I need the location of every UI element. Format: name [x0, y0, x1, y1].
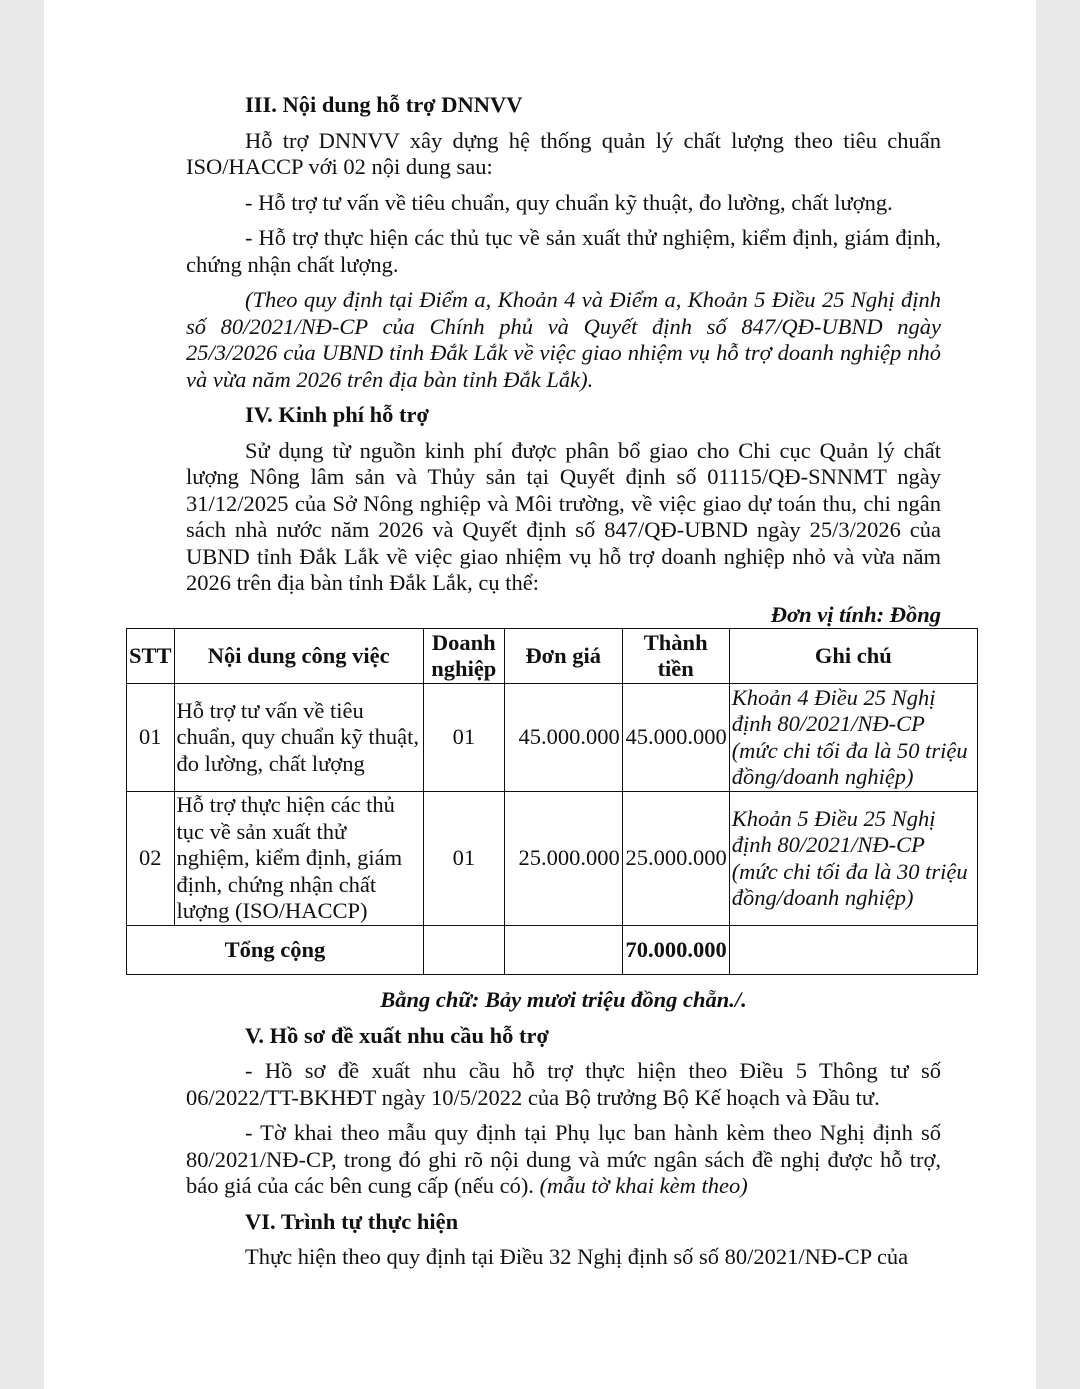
header-note: Ghi chú — [729, 629, 977, 684]
row-stt: 02 — [127, 792, 175, 926]
row-note: Khoản 5 Điều 25 Nghị định 80/2021/NĐ-CP (mức chi tối đa là 30 triệu đồng/doanh nghiệp) — [729, 792, 977, 926]
amount-in-words: Bằng chữ: Bảy mươi triệu đồng chẵn./. — [380, 987, 747, 1012]
header-unit-price: Đơn giá — [504, 629, 622, 684]
row-enterprise: 01 — [423, 792, 504, 926]
row-note: Khoản 4 Điều 25 Nghị định 80/2021/NĐ-CP (mức chi tối đa là 50 triệu đồng/doanh nghiệp) — [729, 684, 977, 792]
section-6-heading: VI. Trình tự thực hiện — [245, 1208, 459, 1234]
row-content: Hỗ trợ tư vấn về tiêu chuẩn, quy chuẩn kỹ thuật, đo lường, chất lượng — [174, 684, 423, 792]
budget-table-wrapper — [126, 628, 978, 975]
section-5-item-2 — [186, 1120, 941, 1200]
section-6-body: Thực hiện theo quy định tại Điều 32 Nghị định số số 80/2021/NĐ-CP của — [245, 1244, 909, 1269]
total-label: Tổng cộng — [127, 926, 424, 975]
header-enterprise: Doanh nghiệp — [423, 629, 504, 684]
row-unit-price: 25.000.000 — [504, 792, 622, 926]
currency-unit: Đơn vị tính: Đồng — [770, 601, 941, 627]
section-4-heading: IV. Kinh phí hỗ trợ — [245, 402, 429, 427]
row-stt: 01 — [127, 684, 175, 792]
section-3-heading: III. Nội dung hỗ trợ DNNVV — [245, 92, 523, 117]
document-body — [129, 78, 968, 1271]
section-5-item-2-text: - Tờ khai theo mẫu quy định tại Phụ lục ban hành kèm theo Nghị định số 80/2021/NĐ-CP, trong đó ghi rõ nội dung và mức ngân sách đề nghị được hỗ trợ, báo giá của các bên cung cấp (nếu có). — [186, 1120, 941, 1198]
header-stt: STT — [127, 629, 175, 684]
table-total-row — [127, 926, 978, 975]
total-amount: 70.000.000 — [622, 926, 729, 975]
table-row — [127, 792, 978, 926]
header-content: Nội dung công việc — [174, 629, 423, 684]
row-amount: 25.000.000 — [622, 792, 729, 926]
header-amount: Thành tiền — [622, 629, 729, 684]
section-4-body: Sử dụng từ nguồn kinh phí được phân bổ giao cho Chi cục Quản lý chất lượng Nông lâm sản và Thủy sản tại Quyết định số 01115/QĐ-SNNMT ngày 31/12/2025 của Sở Nông nghiệp và Môi trường, về việc giao dự toán thu, chi ngân sách nhà nước năm 2026 và Quyết định số 847/QĐ-UBND ngày 25/3/2026 của UBND tỉnh Đắk Lắk về việc giao nhiệm vụ hỗ trợ doanh nghiệp nhỏ và vừa năm 2026 trên địa bàn tỉnh Đắk Lắk, cụ thể: — [186, 437, 941, 595]
row-enterprise: 01 — [423, 684, 504, 792]
row-content: Hỗ trợ thực hiện các thủ tục về sản xuất thử nghiệm, kiểm định, giám định, chứng nhận chất lượng (ISO/HACCP) — [174, 792, 423, 926]
document-page — [44, 0, 1036, 1389]
row-amount: 45.000.000 — [622, 684, 729, 792]
section-5-item-2-italic: (mẫu tờ khai kèm theo) — [539, 1173, 748, 1198]
total-note-cell — [729, 926, 977, 975]
section-5-item-1: - Hồ sơ đề xuất nhu cầu hỗ trợ thực hiện theo Điều 5 Thông tư số 06/2022/TT-BKHĐT ngày 10/5/2022 của Bộ trưởng Bộ Kế hoạch và Đầu tư. — [186, 1058, 941, 1110]
section-3-item-2: - Hỗ trợ thực hiện các thủ tục về sản xuất thử nghiệm, kiểm định, giám định, chứng nhận chất lượng. — [186, 225, 941, 277]
row-unit-price: 45.000.000 — [504, 684, 622, 792]
budget-table — [126, 628, 978, 975]
section-5-heading: V. Hồ sơ đề xuất nhu cầu hỗ trợ — [245, 1022, 549, 1048]
total-unit-price-cell — [504, 926, 622, 975]
section-3-legal-note: (Theo quy định tại Điểm a, Khoản 4 và Điểm a, Khoản 5 Điều 25 Nghị định số 80/2021/NĐ-CP của Chính phủ và Quyết định số 847/QĐ-UBND ngày 25/3/2026 của UBND tỉnh Đắk Lắk về việc giao nhiệm vụ hỗ trợ doanh nghiệp nhỏ và vừa năm 2026 trên địa bàn tỉnh Đắk Lắk). — [186, 287, 941, 392]
total-enterprise-cell — [423, 926, 504, 975]
table-header-row — [127, 629, 978, 684]
section-3-item-1: - Hỗ trợ tư vấn về tiêu chuẩn, quy chuẩn kỹ thuật, đo lường, chất lượng. — [245, 189, 893, 215]
table-row — [127, 684, 978, 792]
section-3-intro: Hỗ trợ DNNVV xây dựng hệ thống quản lý chất lượng theo tiêu chuẩn ISO/HACCP với 02 nội dung sau: — [186, 127, 941, 179]
